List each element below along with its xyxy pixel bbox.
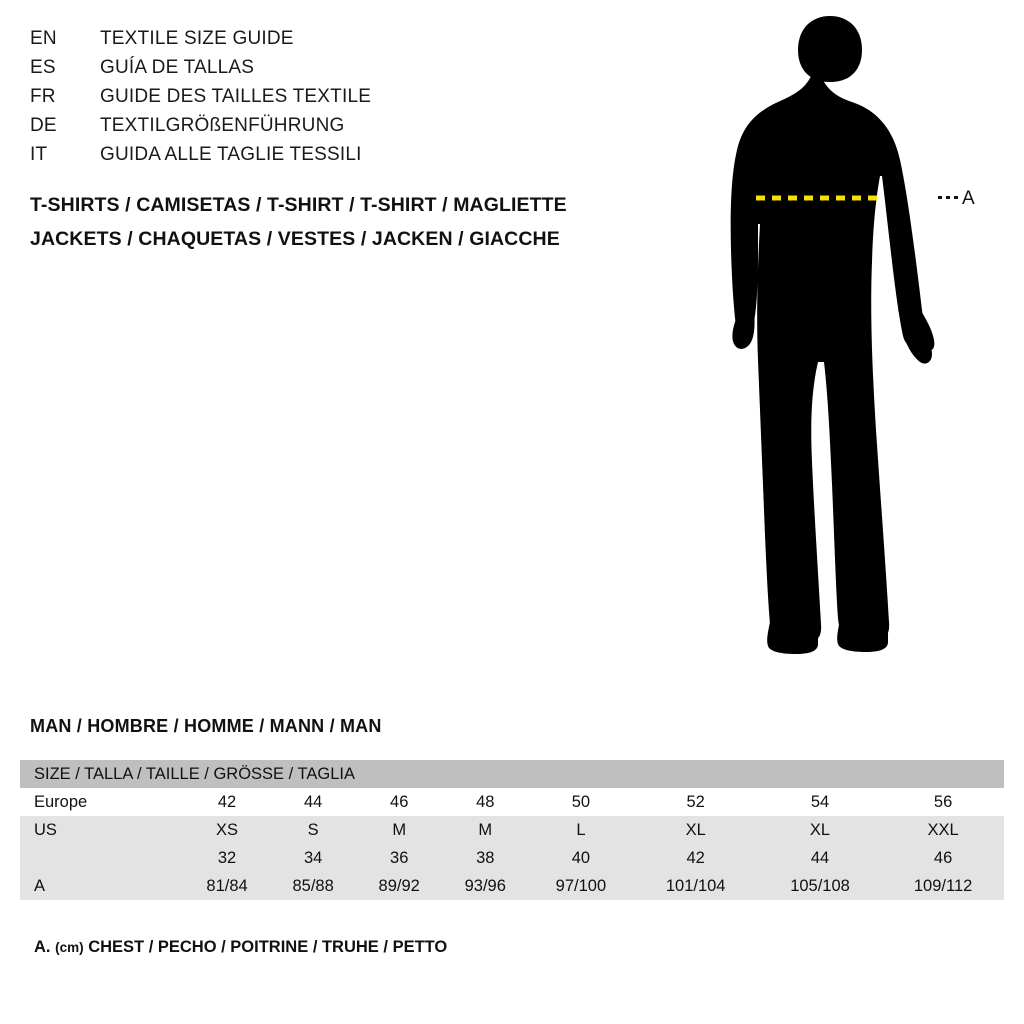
language-text: GUÍA DE TALLAS	[100, 57, 255, 78]
table-cell: 44	[758, 844, 882, 872]
language-row	[30, 57, 650, 86]
language-code: DE	[30, 115, 57, 136]
size-table	[20, 760, 1004, 900]
table-cell: XL	[758, 816, 882, 844]
section-title-man: MAN / HOMBRE / HOMME / MANN / MAN	[30, 716, 382, 736]
table-cell: XXL	[882, 816, 1004, 844]
table-cell: 85/88	[270, 872, 356, 900]
table-cell: 40	[528, 844, 633, 872]
table-header-row	[20, 760, 1004, 788]
category-line-jackets: JACKETS / CHAQUETAS / VESTES / JACKEN / GIACCHE	[30, 228, 560, 250]
table-row	[20, 872, 1004, 900]
table-cell: 97/100	[528, 872, 633, 900]
silhouette-shape	[731, 16, 935, 654]
table-cell: 54	[758, 788, 882, 816]
table-cell: 101/104	[634, 872, 758, 900]
row-label-a: A	[20, 872, 184, 900]
man-silhouette-figure	[700, 10, 1000, 670]
table-header-label: SIZE / TALLA / TAILLE / GRÖSSE / TAGLIA	[20, 760, 1004, 788]
table-cell: S	[270, 816, 356, 844]
table-cell: 50	[528, 788, 633, 816]
table-cell: XL	[634, 816, 758, 844]
table-cell: 42	[634, 844, 758, 872]
language-code: ES	[30, 57, 56, 78]
table-cell: 42	[184, 788, 270, 816]
language-code: FR	[30, 86, 56, 107]
footnote-text: CHEST / PECHO / POITRINE / TRUHE / PETTO	[88, 938, 448, 956]
table-cell: 32	[184, 844, 270, 872]
footnote-unit: (cm)	[55, 940, 84, 955]
table-cell: 105/108	[758, 872, 882, 900]
table-cell: 89/92	[356, 872, 442, 900]
table-cell: L	[528, 816, 633, 844]
table-cell: 56	[882, 788, 1004, 816]
language-header-block	[30, 28, 650, 173]
table-row	[20, 844, 1004, 872]
table-cell: M	[356, 816, 442, 844]
language-row	[30, 28, 650, 57]
table-footnote	[34, 938, 447, 957]
language-row	[30, 115, 650, 144]
language-row	[30, 86, 650, 115]
row-label-us: US	[20, 816, 184, 844]
table-cell: 93/96	[442, 872, 528, 900]
language-code: EN	[30, 28, 57, 49]
category-line-tshirts: T-SHIRTS / CAMISETAS / T-SHIRT / T-SHIRT / MAGLIETTE	[30, 194, 567, 216]
table-row	[20, 788, 1004, 816]
table-cell: 46	[356, 788, 442, 816]
language-row	[30, 144, 650, 173]
row-label-blank	[20, 844, 184, 872]
language-text: TEXTILGRÖßENFÜHRUNG	[100, 115, 345, 136]
category-block	[30, 188, 670, 256]
table-cell: M	[442, 816, 528, 844]
table-cell: 44	[270, 788, 356, 816]
table-cell: 38	[442, 844, 528, 872]
table-cell: 48	[442, 788, 528, 816]
table-cell: XS	[184, 816, 270, 844]
language-text: GUIDE DES TAILLES TEXTILE	[100, 86, 372, 107]
measure-label-a: A	[962, 188, 975, 209]
language-text: GUIDA ALLE TAGLIE TESSILI	[100, 144, 362, 165]
measure-leader-line	[938, 196, 960, 199]
table-cell: 36	[356, 844, 442, 872]
footnote-prefix: A.	[34, 938, 51, 956]
table-row	[20, 816, 1004, 844]
language-code: IT	[30, 144, 48, 165]
row-label-europe: Europe	[20, 788, 184, 816]
table-cell: 46	[882, 844, 1004, 872]
table-cell: 34	[270, 844, 356, 872]
language-text: TEXTILE SIZE GUIDE	[100, 28, 294, 49]
table-cell: 109/112	[882, 872, 1004, 900]
table-cell: 81/84	[184, 872, 270, 900]
table-cell: 52	[634, 788, 758, 816]
